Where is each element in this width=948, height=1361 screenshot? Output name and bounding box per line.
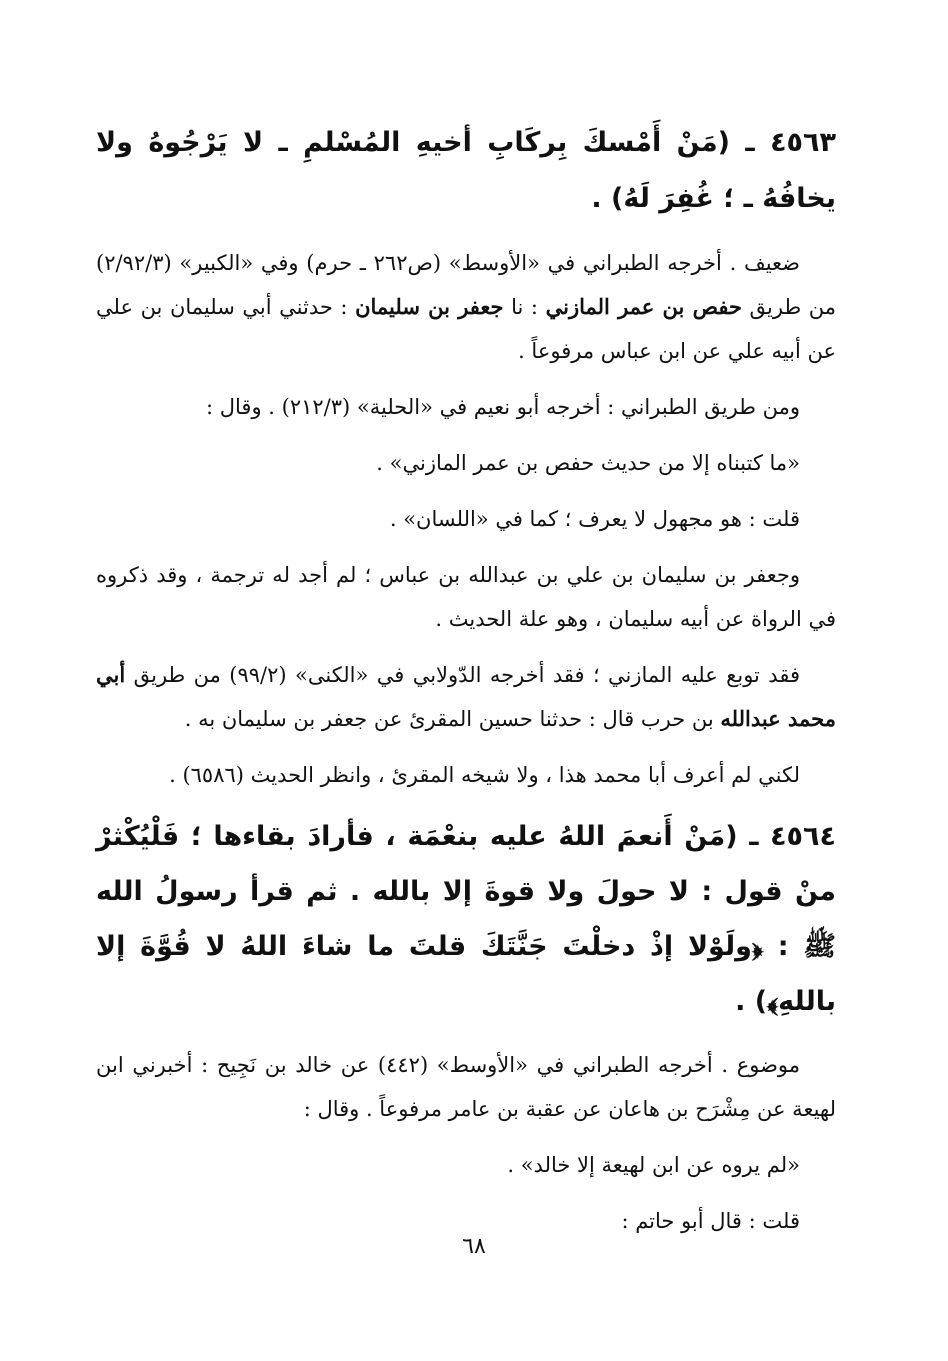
commentary-paragraph bbox=[96, 441, 836, 485]
hadith-heading-4564: ٤٥٦٤ ـ (مَنْ أَنعمَ اللهُ عليه بنعْمَة ، فأرادَ بقاءها ؛ فَلْيُكْثرْ منْ قول : لا حولَ ولا قوةَ إلا بالله . ثم قرأ رسولُ الله ﷺ : ﴿ولَوْلا إذْ دخلْتَ جَنَّتَكَ قلتَ ما شاءَ اللهُ لا قُوَّةَ إلا باللهِ﴾) . bbox=[96, 821, 836, 1017]
commentary-paragraph bbox=[96, 497, 836, 541]
text-segment: وجعفر بن سليمان بن علي بن عبدالله بن عباس ؛ لم أجد له ترجمة ، وقد ذكروه في الرواة عن أبيه سليمان ، وهو علة الحديث . bbox=[96, 563, 836, 631]
narrator-name: حفص بن عمر المازني bbox=[545, 294, 742, 319]
hadith-heading-4563: ٤٥٦٣ ـ (مَنْ أَمْسكَ بِركَابِ أخيهِ المُسْلمِ ـ لا يَرْجُوهُ ولا يخافُهُ ـ ؛ غُفِرَ لَهُ) . bbox=[96, 127, 836, 214]
text-segment: قلت : هو مجهول لا يعرف ؛ كما في «اللسان» . bbox=[389, 507, 800, 531]
text-segment: ومن طريق الطبراني : أخرجه أبو نعيم في «الحلية» (٢١٢/٣) . وقال : bbox=[206, 395, 800, 419]
commentary-paragraph bbox=[96, 241, 836, 373]
text-segment: لكني لم أعرف أبا محمد هذا ، ولا شيخه المقرئ ، وانظر الحديث (٦٥٨٦) . bbox=[169, 763, 800, 787]
text-segment: ضعيف . أخرجه الطبراني في «الأوسط» (ص٢٦٢ ـ حرم) وفي «الكبير» (٢/٩٢/٣) من طريق bbox=[96, 251, 836, 319]
text-segment: «لم يروه عن ابن لهيعة إلا خالد» . bbox=[507, 1153, 800, 1177]
narrator-name: جعفر بن سليمان bbox=[355, 294, 504, 319]
text-segment: : حدثني أبي سليمان بن علي عن أبيه علي عن ابن عباس مرفوعاً . bbox=[96, 295, 836, 363]
narrator-name: أبي محمد عبدالله bbox=[96, 662, 836, 731]
text-segment: «ما كتبناه إلا من حديث حفص بن عمر المازني» . bbox=[376, 451, 800, 475]
commentary-paragraph bbox=[96, 553, 836, 641]
text-segment: بن حرب قال : حدثنا حسين المقرئ عن جعفر بن سليمان به . bbox=[184, 707, 721, 731]
text-segment: موضوع . أخرجه الطبراني في «الأوسط» (٤٤٢) عن خالد بن نَجِيح : أخبرني ابن لهيعة عن مِشْرَح بن هاعان عن عقبة بن عامر مرفوعاً . وقال : bbox=[96, 1053, 836, 1121]
commentary-paragraph bbox=[96, 1043, 836, 1131]
commentary-paragraph bbox=[96, 753, 836, 797]
page-number: ٦٨ bbox=[462, 1234, 486, 1259]
commentary-4563 bbox=[96, 241, 836, 797]
commentary-4564 bbox=[96, 1043, 836, 1243]
page-body bbox=[96, 115, 836, 1255]
commentary-paragraph bbox=[96, 385, 836, 429]
commentary-paragraph bbox=[96, 653, 836, 741]
commentary-paragraph bbox=[96, 1143, 836, 1187]
text-segment: : نا bbox=[503, 295, 546, 319]
text-segment: قلت : قال أبو حاتم : bbox=[621, 1209, 800, 1233]
text-segment: فقد توبع عليه المازني ؛ فقد أخرجه الدّولابي في «الكنى» (٩٩/٢) من طريق bbox=[125, 663, 800, 687]
